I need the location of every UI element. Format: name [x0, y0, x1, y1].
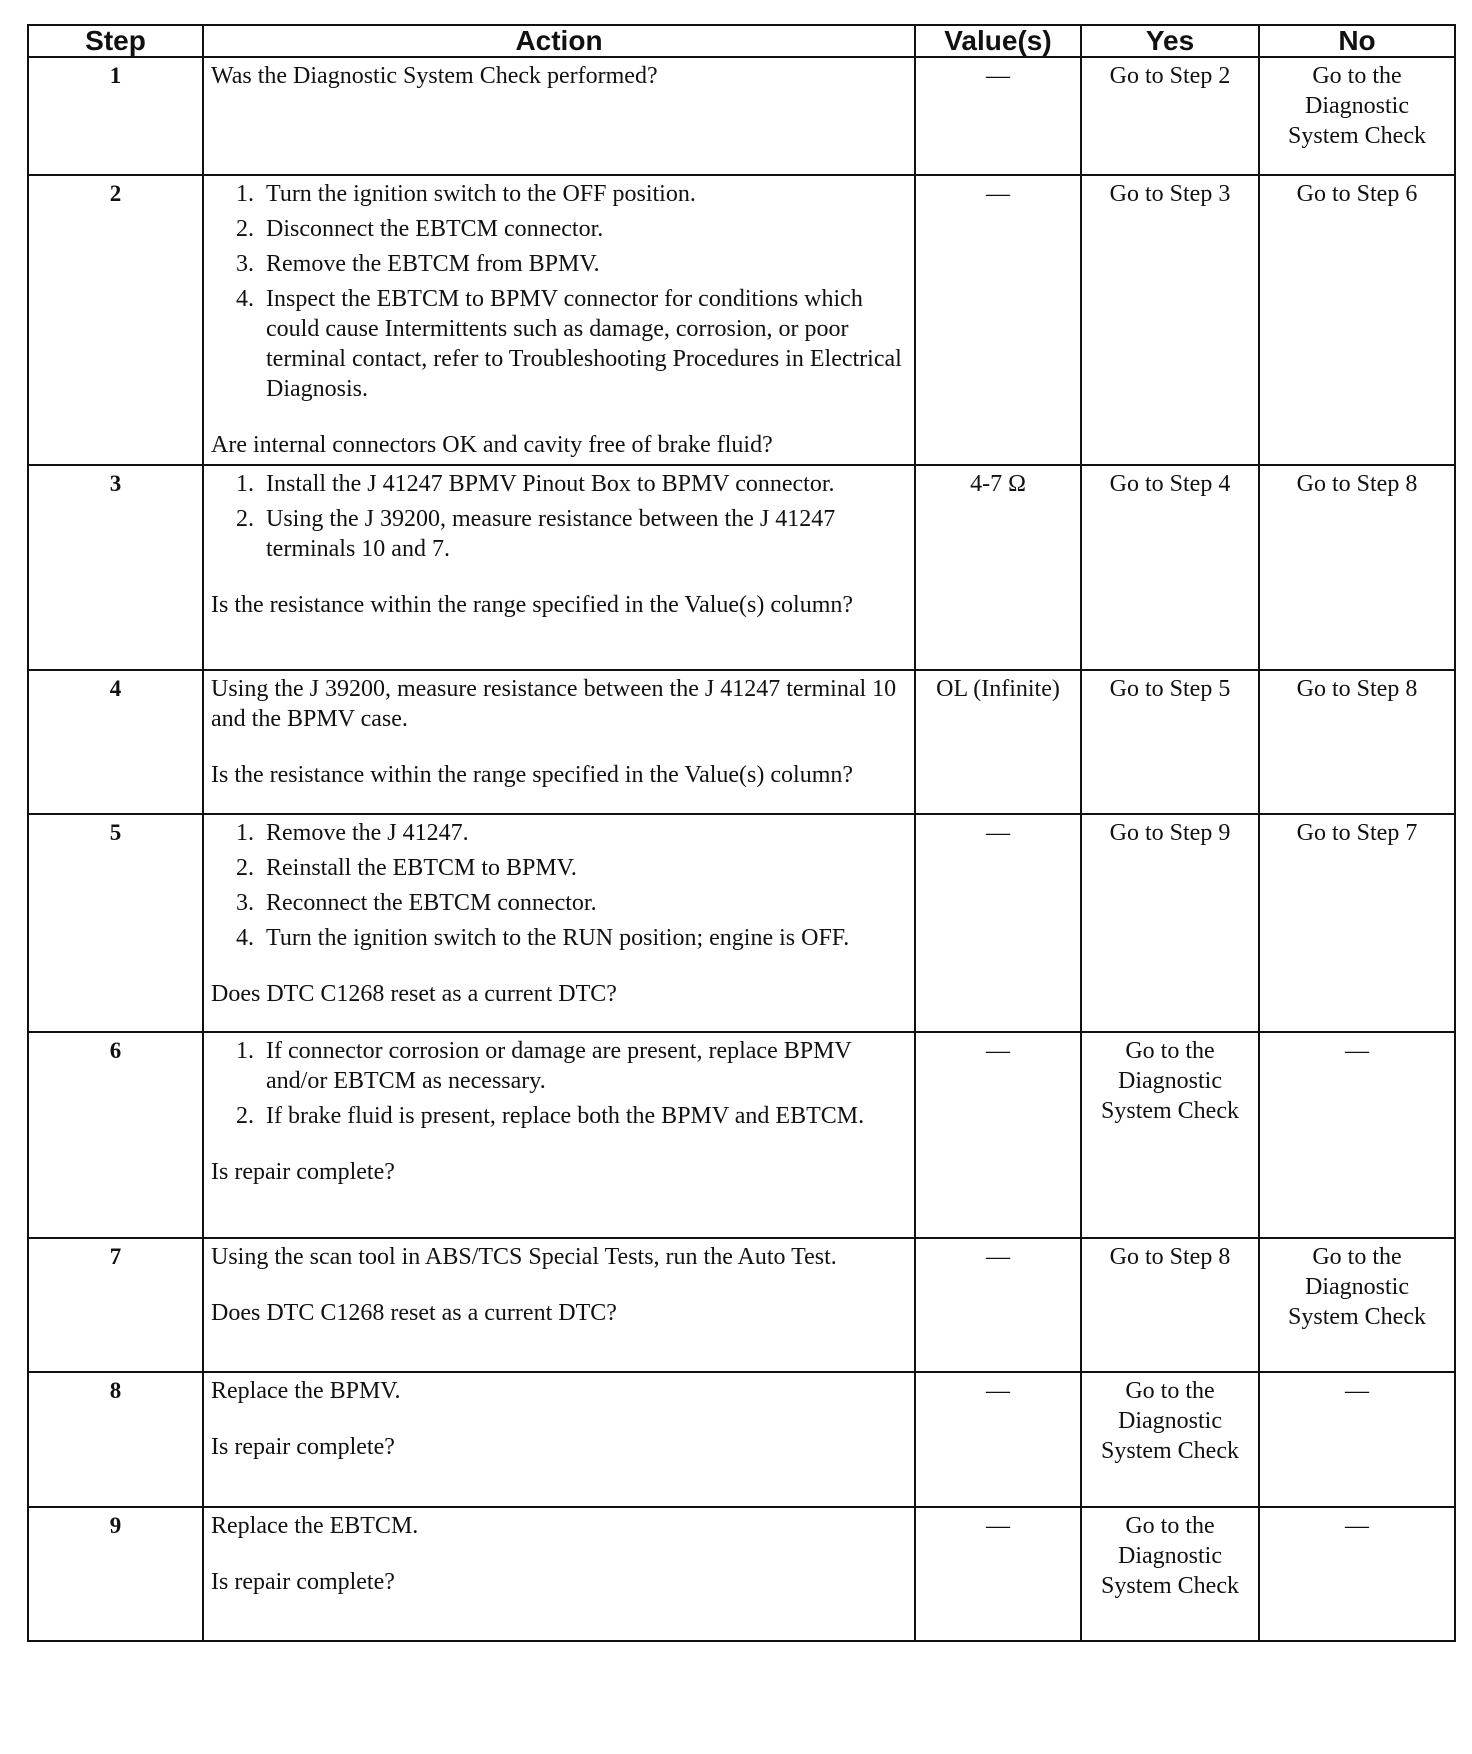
yes-cell: Go to Step 9 [1081, 814, 1259, 1032]
yes-cell: Go to Step 4 [1081, 465, 1259, 670]
action-text: Using the scan tool in ABS/TCS Special Tests, run the Auto Test. [211, 1244, 837, 1270]
action-question: Is the resistance within the range specified in the Value(s) column? [211, 592, 854, 618]
value-cell: — [915, 1238, 1081, 1372]
action-text: Replace the BPMV. [211, 1378, 401, 1404]
step-number: 9 [28, 1507, 203, 1641]
action-step: 1. Install the J 41247 BPMV Pinout Box to BPMV connector. [236, 471, 835, 497]
value-cell: — [915, 57, 1081, 175]
action-steps [211, 1036, 907, 1131]
value-cell: 4-7 Ω [915, 465, 1081, 670]
value-cell: — [915, 175, 1081, 465]
action-cell [203, 1507, 915, 1641]
step-number: 1 [28, 57, 203, 175]
step-number: 6 [28, 1032, 203, 1238]
action-step: 1. Remove the J 41247. [236, 820, 469, 846]
table-row [28, 465, 1455, 670]
step-number: 4 [28, 670, 203, 814]
action-question: Does DTC C1268 reset as a current DTC? [211, 1300, 617, 1326]
value-cell: — [915, 814, 1081, 1032]
step-number: 7 [28, 1238, 203, 1372]
no-cell: — [1259, 1507, 1455, 1641]
table-row [28, 57, 1455, 175]
yes-cell: Go to Step 5 [1081, 670, 1259, 814]
action-step: 4. Inspect the EBTCM to BPMV connector for conditions which could cause Intermittents such as damage, corrosion, or poor terminal contact, refer to Troubleshooting Procedures in Electrical Diagnosis. [236, 286, 902, 402]
action-step: 2. If brake fluid is present, replace both the BPMV and EBTCM. [236, 1103, 865, 1129]
header-row [28, 25, 1455, 57]
header-action: Action [203, 25, 915, 57]
step-number: 3 [28, 465, 203, 670]
no-cell: Go to Step 8 [1259, 670, 1455, 814]
action-steps [211, 469, 907, 564]
value-cell: — [915, 1032, 1081, 1238]
action-cell [203, 670, 915, 814]
header-step: Step [28, 25, 203, 57]
value-cell: — [915, 1507, 1081, 1641]
diagnostic-table [27, 24, 1456, 1642]
table-row [28, 175, 1455, 465]
step-number: 5 [28, 814, 203, 1032]
no-cell: Go to the Diagnostic System Check [1259, 57, 1455, 175]
table-row [28, 1507, 1455, 1641]
action-question: Is repair complete? [211, 1159, 395, 1185]
header-no: No [1259, 25, 1455, 57]
table-row [28, 1238, 1455, 1372]
action-cell [203, 57, 915, 175]
step-number: 8 [28, 1372, 203, 1507]
action-step: 1. Turn the ignition switch to the OFF position. [236, 181, 696, 207]
action-step: 2. Reinstall the EBTCM to BPMV. [236, 855, 577, 881]
no-cell: Go to the Diagnostic System Check [1259, 1238, 1455, 1372]
action-step: 2. Disconnect the EBTCM connector. [236, 216, 604, 242]
action-step: 3. Remove the EBTCM from BPMV. [236, 251, 600, 277]
header-yes: Yes [1081, 25, 1259, 57]
action-step: 4. Turn the ignition switch to the RUN position; engine is OFF. [236, 925, 850, 951]
action-cell [203, 1032, 915, 1238]
action-question: Is the resistance within the range specified in the Value(s) column? [211, 762, 854, 788]
no-cell: Go to Step 8 [1259, 465, 1455, 670]
yes-cell: Go to Step 3 [1081, 175, 1259, 465]
action-text: Was the Diagnostic System Check performed? [211, 63, 658, 89]
table-row [28, 670, 1455, 814]
value-cell: — [915, 1372, 1081, 1507]
no-cell: Go to Step 7 [1259, 814, 1455, 1032]
yes-cell: Go to Step 8 [1081, 1238, 1259, 1372]
action-question: Is repair complete? [211, 1434, 395, 1460]
action-step: 1. If connector corrosion or damage are present, replace BPMV and/or EBTCM as necessary. [236, 1038, 852, 1094]
action-question: Is repair complete? [211, 1569, 395, 1595]
yes-cell: Go to Step 2 [1081, 57, 1259, 175]
value-cell: OL (Infinite) [915, 670, 1081, 814]
action-cell [203, 465, 915, 670]
action-step: 3. Reconnect the EBTCM connector. [236, 890, 597, 916]
action-question: Are internal connectors OK and cavity free of brake fluid? [211, 432, 773, 458]
no-cell: — [1259, 1372, 1455, 1507]
table-row [28, 1372, 1455, 1507]
yes-cell: Go to the Diagnostic System Check [1081, 1507, 1259, 1641]
table-row [28, 814, 1455, 1032]
action-step: 2. Using the J 39200, measure resistance between the J 41247 terminals 10 and 7. [236, 506, 836, 562]
action-cell [203, 175, 915, 465]
action-cell [203, 814, 915, 1032]
step-number: 2 [28, 175, 203, 465]
action-text: Replace the EBTCM. [211, 1513, 419, 1539]
action-steps [211, 179, 907, 404]
action-question: Does DTC C1268 reset as a current DTC? [211, 981, 617, 1007]
action-cell [203, 1238, 915, 1372]
yes-cell: Go to the Diagnostic System Check [1081, 1032, 1259, 1238]
no-cell: — [1259, 1032, 1455, 1238]
action-cell [203, 1372, 915, 1507]
action-text: Using the J 39200, measure resistance between the J 41247 terminal 10 and the BPMV case. [211, 676, 897, 732]
header-values: Value(s) [915, 25, 1081, 57]
action-steps [211, 818, 907, 953]
yes-cell: Go to the Diagnostic System Check [1081, 1372, 1259, 1507]
table-row [28, 1032, 1455, 1238]
no-cell: Go to Step 6 [1259, 175, 1455, 465]
